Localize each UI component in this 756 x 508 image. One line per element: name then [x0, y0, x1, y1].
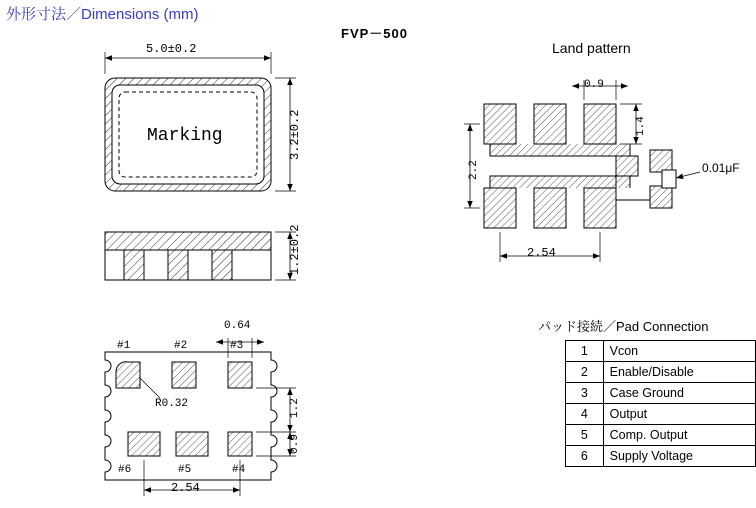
pad-function: Enable/Disable: [603, 362, 755, 383]
land-pad-width-dim: 0.9: [584, 79, 604, 91]
pad-function: Output: [603, 404, 755, 425]
table-row: [566, 341, 756, 362]
land-pattern-title: Land pattern: [552, 40, 631, 56]
pad-connection-title: パッド接続／Pad Connection: [538, 319, 709, 334]
pad-number: 3: [566, 383, 604, 404]
page-title: 外形寸法／Dimensions (mm): [6, 6, 199, 23]
pad-number: 1: [566, 341, 604, 362]
pad-function: Supply Voltage: [603, 446, 755, 467]
table-row: [566, 425, 756, 446]
pad-number: 4: [566, 404, 604, 425]
bottom-view-pad-height-dim: 0.9: [289, 434, 301, 454]
pad-function: Case Ground: [603, 383, 755, 404]
top-view-height-dim: 3.2±0.2: [288, 109, 302, 160]
pin-label-2: #2: [174, 340, 188, 352]
pad-number: 6: [566, 446, 604, 467]
pin-label-6: #6: [118, 464, 132, 476]
pad-number: 5: [566, 425, 604, 446]
bottom-view-pitch-dim: 2.54: [171, 481, 200, 495]
marking-label: Marking: [147, 126, 223, 146]
bottom-view-radius-note: R0.32: [155, 398, 189, 410]
pin-label-5: #5: [178, 464, 192, 476]
land-pad-height-dim: 1.4: [635, 116, 647, 136]
pin-label-1: #1: [117, 340, 131, 352]
capacitor-label: 0.01μF: [702, 161, 740, 175]
pad-function: Comp. Output: [603, 425, 755, 446]
table-row: [566, 383, 756, 404]
pad-number: 2: [566, 362, 604, 383]
top-view-width-dim: 5.0±0.2: [146, 42, 197, 56]
pin-label-4: #4: [232, 464, 246, 476]
table-row: [566, 404, 756, 425]
table-row: [566, 362, 756, 383]
pin-label-3: #3: [230, 340, 244, 352]
pad-connection-table: [565, 340, 756, 467]
bottom-view-row-gap-dim: 1.2: [289, 398, 301, 418]
pad-function: Vcon: [603, 341, 755, 362]
part-number-title: FVP－500: [341, 26, 408, 41]
land-total-height-dim: 2.2: [468, 160, 480, 180]
side-view-thickness-dim: 1.2±0.2: [288, 224, 302, 275]
table-row: [566, 446, 756, 467]
land-pitch-dim: 2.54: [527, 246, 556, 260]
bottom-view-pad-width-dim: 0.64: [224, 320, 251, 332]
